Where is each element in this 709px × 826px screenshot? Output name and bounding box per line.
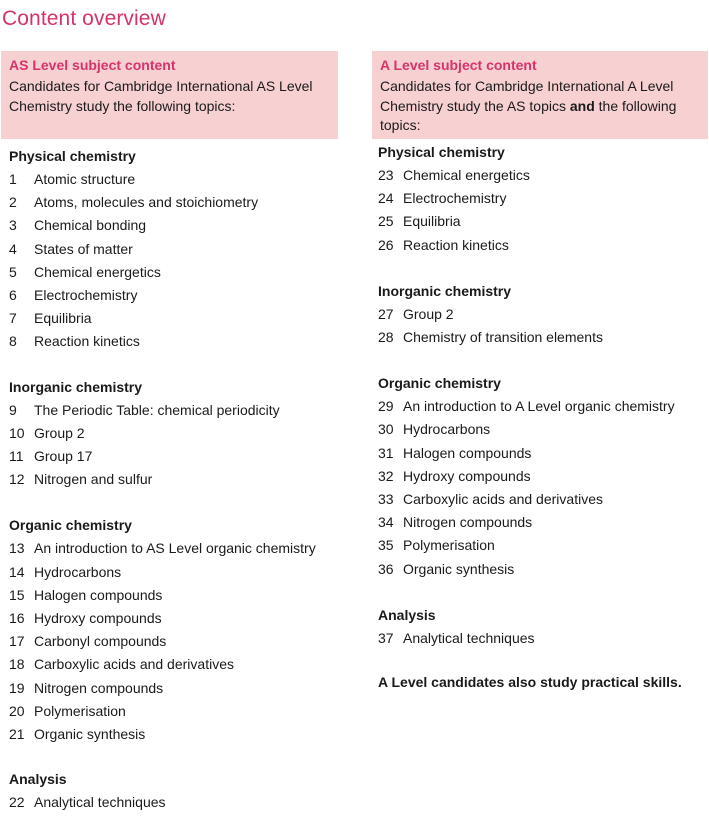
topic-item	[1, 700, 338, 723]
topic-number: 3	[9, 217, 17, 234]
topic-number: 18	[9, 656, 25, 673]
topic-item	[1, 399, 338, 422]
topic-label: Equilibria	[403, 213, 461, 230]
topic-item	[1, 537, 338, 560]
topic-item	[372, 418, 708, 441]
topic-number: 8	[9, 333, 17, 350]
topic-number: 1	[9, 171, 17, 187]
topic-item	[372, 511, 708, 534]
topic-item	[372, 234, 708, 257]
intro-text-bold: and	[569, 97, 595, 114]
topic-list	[372, 303, 708, 349]
topic-item	[372, 164, 708, 187]
topic-item	[372, 395, 708, 418]
section-heading: Inorganic chemistry	[9, 378, 143, 395]
topic-number: 24	[378, 190, 394, 207]
topic-label: Hydroxy compounds	[403, 467, 531, 484]
topic-item	[1, 677, 338, 700]
section-heading: Inorganic chemistry	[378, 282, 512, 299]
topic-number: 30	[378, 421, 394, 438]
topic-item	[372, 534, 708, 557]
intro-text-before: Candidates for Cambridge International A Level Chemistry study the AS topics	[380, 78, 674, 114]
topic-number: 28	[378, 329, 394, 346]
topic-item	[1, 261, 338, 284]
topic-label: Chemical bonding	[34, 217, 147, 234]
topic-label: An introduction to A Level organic chemistry	[403, 398, 675, 415]
topic-list	[1, 399, 338, 492]
topic-item	[1, 791, 338, 814]
topic-item	[1, 330, 338, 353]
topic-item	[1, 422, 338, 445]
topic-label: Halogen compounds	[34, 586, 163, 603]
a-organic-section	[372, 372, 708, 581]
topic-label: Organic synthesis	[34, 726, 146, 743]
topic-number: 20	[9, 702, 25, 719]
topic-label: Group 2	[34, 424, 85, 441]
topic-label: Analytical techniques	[34, 794, 166, 811]
as-level-intro: Candidates for Cambridge International AS Level Chemistry study the following topics:	[9, 78, 313, 114]
topic-item	[372, 442, 708, 465]
a-inorganic-section	[372, 280, 708, 349]
section-heading: Analysis	[9, 771, 67, 788]
topic-label: Hydrocarbons	[34, 563, 122, 580]
topic-label: Halogen compounds	[403, 444, 532, 461]
topic-label: An introduction to AS Level organic chemistry	[34, 540, 316, 557]
practical-skills-note: A Level candidates also study practical skills.	[378, 674, 682, 691]
topic-number: 19	[9, 679, 25, 696]
as-level-intro-box	[1, 51, 338, 139]
topic-number: 29	[378, 398, 394, 415]
a-level-intro	[380, 77, 700, 136]
topic-label: Carbonyl compounds	[34, 633, 167, 650]
topic-label: Chemistry of transition elements	[403, 329, 603, 346]
topic-item	[1, 630, 338, 653]
section-heading: Physical chemistry	[9, 148, 136, 164]
topic-number: 13	[9, 540, 25, 557]
topic-item	[372, 187, 708, 210]
topic-label: Atoms, molecules and stoichiometry	[34, 194, 259, 211]
topic-number: 14	[9, 563, 25, 580]
a-level-heading: A Level subject content	[380, 57, 537, 73]
topic-label: Polymerisation	[403, 537, 495, 554]
topic-label: Reaction kinetics	[34, 333, 140, 350]
topic-number: 37	[378, 629, 394, 646]
a-physical-section	[372, 141, 708, 257]
topic-item	[1, 653, 338, 676]
topic-label: Analytical techniques	[403, 629, 535, 646]
topic-item	[1, 607, 338, 630]
topic-list	[372, 164, 708, 257]
topic-number: 5	[9, 263, 17, 280]
a-analysis-section	[372, 604, 708, 650]
topic-number: 25	[378, 213, 394, 230]
topic-number: 22	[9, 794, 25, 811]
topic-number: 32	[378, 467, 394, 484]
topic-item	[372, 303, 708, 326]
topic-item	[1, 468, 338, 491]
topic-number: 10	[9, 424, 25, 441]
topic-number: 11	[9, 448, 24, 465]
a-level-column	[372, 51, 708, 694]
as-physical-section	[1, 145, 338, 354]
topic-item	[1, 584, 338, 607]
topic-number: 21	[9, 726, 25, 743]
topic-number: 6	[9, 287, 17, 304]
topic-label: Nitrogen compounds	[34, 679, 164, 696]
topic-list	[372, 627, 708, 650]
topic-label: Carboxylic acids and derivatives	[34, 656, 234, 673]
topic-label: Hydroxy compounds	[34, 610, 162, 627]
topic-item	[372, 558, 708, 581]
topic-label: The Periodic Table: chemical periodicity	[34, 401, 280, 418]
topic-item	[1, 191, 338, 214]
as-inorganic-section	[1, 376, 338, 492]
section-heading: Analysis	[378, 606, 436, 623]
as-organic-section	[1, 514, 338, 746]
as-level-heading: AS Level subject content	[9, 57, 176, 73]
topic-list	[1, 168, 338, 354]
topic-item	[1, 214, 338, 237]
topic-item	[1, 723, 338, 746]
topic-label: Atomic structure	[34, 171, 136, 187]
topic-number: 12	[9, 471, 25, 488]
topic-item	[372, 488, 708, 511]
topic-item	[1, 284, 338, 307]
as-analysis-section	[1, 768, 338, 814]
section-heading: Organic chemistry	[378, 375, 501, 392]
topic-label: Electrochemistry	[403, 190, 507, 207]
topic-number: 36	[378, 560, 394, 577]
topic-label: Electrochemistry	[34, 287, 138, 304]
topic-label: Nitrogen and sulfur	[34, 471, 153, 488]
topic-number: 16	[9, 610, 25, 627]
topic-number: 15	[9, 586, 25, 603]
topic-item	[1, 445, 338, 468]
section-heading: Physical chemistry	[378, 144, 505, 160]
topic-number: 31	[378, 444, 394, 461]
topic-item	[1, 238, 338, 261]
topic-label: Polymerisation	[34, 702, 126, 719]
topic-list	[1, 537, 338, 746]
topic-label: Nitrogen compounds	[403, 514, 533, 531]
topic-label: States of matter	[34, 240, 133, 257]
topic-list	[1, 791, 338, 814]
topic-number: 26	[378, 236, 394, 253]
topic-item	[372, 465, 708, 488]
as-level-column	[1, 51, 338, 814]
topic-number: 17	[9, 633, 25, 650]
topic-label: Reaction kinetics	[403, 236, 509, 253]
topic-label: Organic synthesis	[403, 560, 515, 577]
a-level-intro-box	[372, 51, 708, 139]
topic-item	[372, 627, 708, 650]
topic-number: 23	[378, 167, 394, 183]
topic-label: Chemical energetics	[403, 167, 530, 183]
topic-item	[1, 561, 338, 584]
topic-label: Group 2	[403, 305, 454, 322]
topic-label: Hydrocarbons	[403, 421, 491, 438]
topic-number: 9	[9, 401, 17, 418]
section-heading: Organic chemistry	[9, 517, 132, 534]
topic-number: 2	[9, 194, 17, 211]
page-title: Content overview	[2, 7, 166, 30]
topic-label: Group 17	[34, 448, 93, 465]
topic-item	[372, 326, 708, 349]
topic-label: Chemical energetics	[34, 263, 161, 280]
topic-number: 4	[9, 240, 17, 257]
intro-text-after: the following topics:	[380, 97, 677, 133]
topic-number: 34	[378, 514, 394, 531]
topic-label: Carboxylic acids and derivatives	[403, 491, 603, 508]
topic-number: 33	[378, 491, 394, 508]
topic-item	[1, 168, 338, 191]
topic-number: 7	[9, 310, 17, 327]
topic-number: 27	[378, 305, 394, 322]
topic-item	[1, 307, 338, 330]
topic-list	[372, 395, 708, 581]
topic-number: 35	[378, 537, 394, 554]
topic-label: Equilibria	[34, 310, 92, 327]
topic-item	[372, 210, 708, 233]
